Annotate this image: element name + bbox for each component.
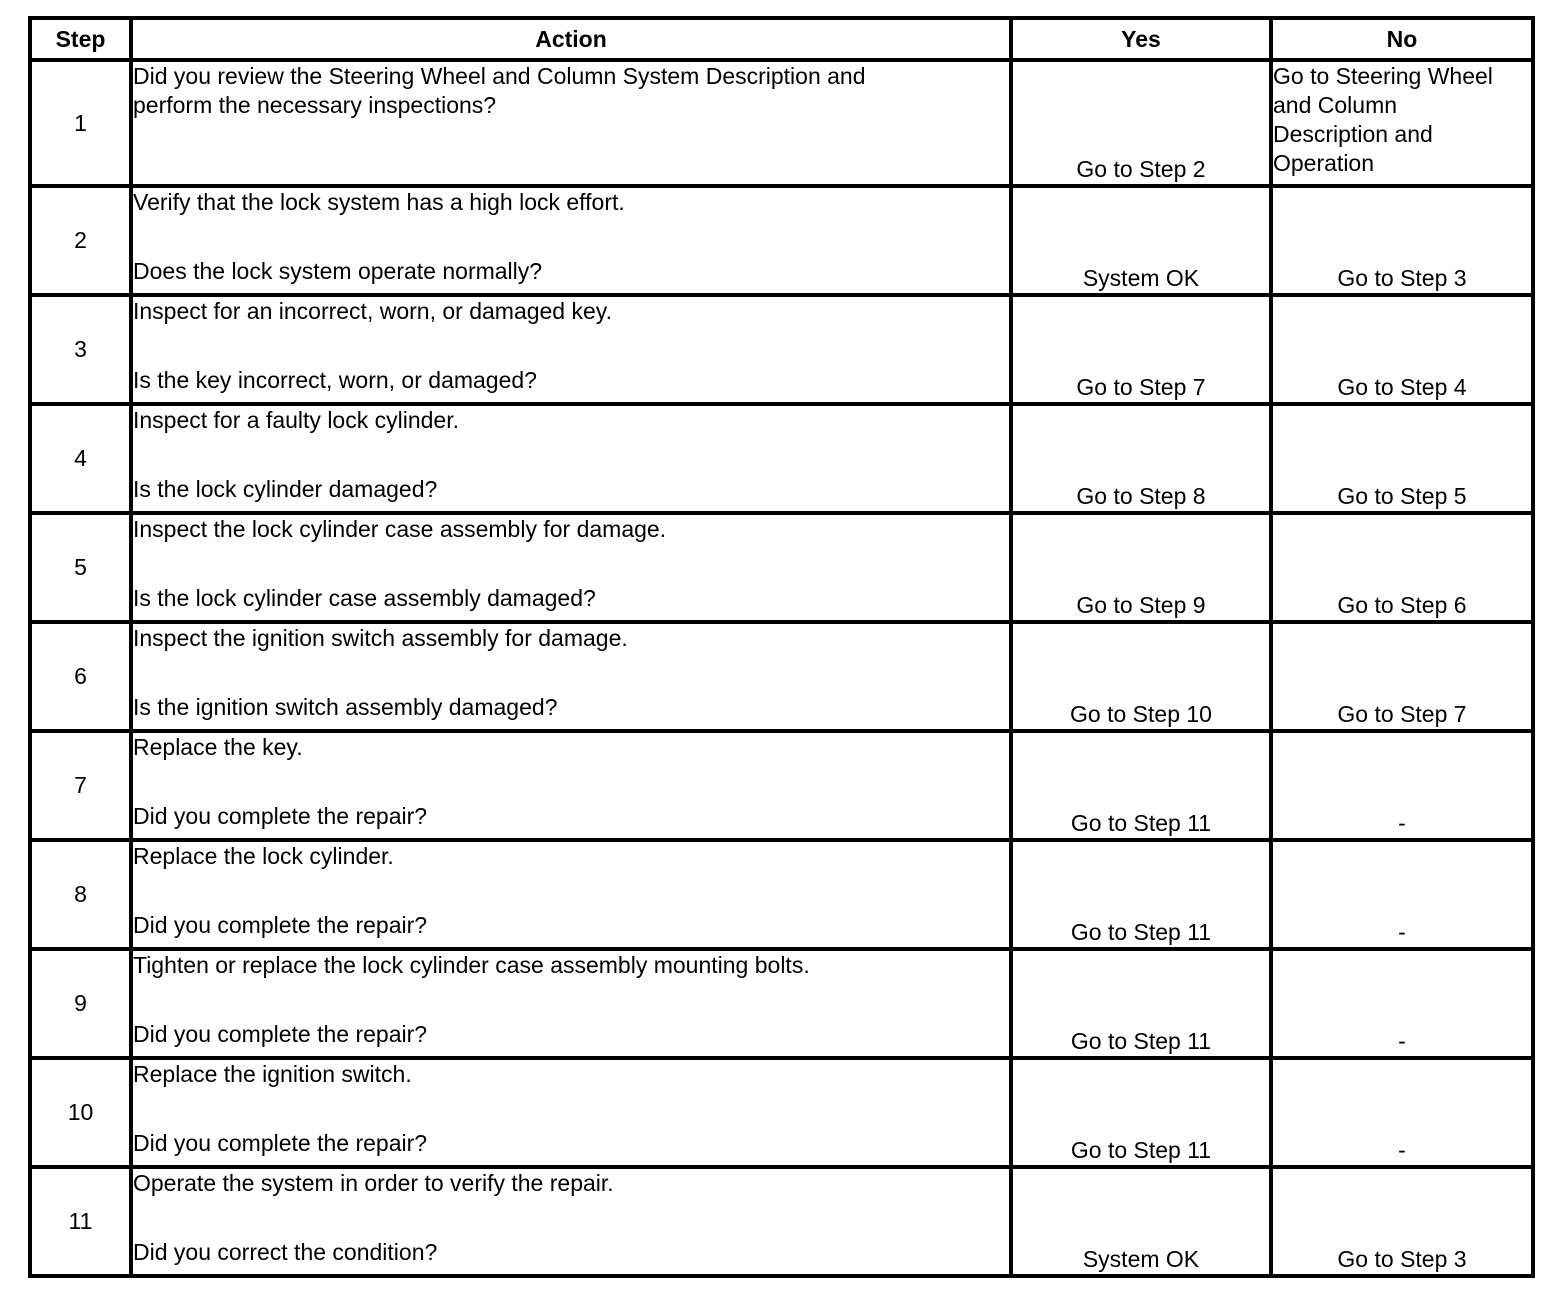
action-question: Did you complete the repair?	[133, 1021, 428, 1047]
diagnostic-table	[28, 16, 1535, 1278]
action-cell	[131, 186, 1011, 295]
header-step: Step	[30, 18, 131, 60]
action-cell	[131, 840, 1011, 949]
table-row	[30, 1058, 1533, 1167]
step-number: 8	[30, 840, 131, 949]
no-result-line: and Column	[1273, 92, 1398, 118]
action-instruction: Operate the system in order to verify the repair.	[133, 1170, 614, 1196]
table-row	[30, 1167, 1533, 1276]
no-result: -	[1271, 731, 1533, 840]
action-instruction: Inspect for an incorrect, worn, or damaged key.	[133, 298, 612, 324]
header-no: No	[1271, 18, 1533, 60]
yes-result: Go to Step 11	[1011, 840, 1271, 949]
header-yes: Yes	[1011, 18, 1271, 60]
action-cell	[131, 513, 1011, 622]
action-cell	[131, 1058, 1011, 1167]
step-number: 10	[30, 1058, 131, 1167]
action-instruction: Tighten or replace the lock cylinder case assembly mounting bolts.	[133, 952, 810, 978]
no-result	[1271, 60, 1533, 186]
no-result: Go to Step 3	[1271, 186, 1533, 295]
table-row	[30, 513, 1533, 622]
yes-result: Go to Step 11	[1011, 949, 1271, 1058]
action-text: Did you review the Steering Wheel and Column System Description and	[133, 63, 866, 89]
table-row	[30, 949, 1533, 1058]
no-result: Go to Step 7	[1271, 622, 1533, 731]
yes-result: Go to Step 2	[1011, 60, 1271, 186]
table-row	[30, 731, 1533, 840]
step-number: 3	[30, 295, 131, 404]
action-question: Does the lock system operate normally?	[133, 258, 543, 284]
yes-result: Go to Step 10	[1011, 622, 1271, 731]
action-question: Is the key incorrect, worn, or damaged?	[133, 367, 537, 393]
action-instruction: Inspect the lock cylinder case assembly for damage.	[133, 516, 667, 542]
no-result: -	[1271, 840, 1533, 949]
step-number: 1	[30, 60, 131, 186]
action-question: Is the lock cylinder case assembly damaged?	[133, 585, 596, 611]
action-instruction: Inspect the ignition switch assembly for damage.	[133, 625, 628, 651]
action-question: Did you complete the repair?	[133, 912, 428, 938]
step-number: 7	[30, 731, 131, 840]
yes-result: System OK	[1011, 1167, 1271, 1276]
action-instruction: Inspect for a faulty lock cylinder.	[133, 407, 459, 433]
step-number: 11	[30, 1167, 131, 1276]
table-row	[30, 622, 1533, 731]
no-result-line: Description and	[1273, 121, 1433, 147]
yes-result: System OK	[1011, 186, 1271, 295]
action-cell	[131, 1167, 1011, 1276]
header-row	[30, 18, 1533, 60]
action-cell	[131, 404, 1011, 513]
action-text: perform the necessary inspections?	[133, 92, 497, 118]
action-cell	[131, 295, 1011, 404]
no-result-line: Go to Steering Wheel	[1273, 63, 1493, 89]
table-row	[30, 60, 1533, 186]
action-question: Is the lock cylinder damaged?	[133, 476, 438, 502]
step-number: 6	[30, 622, 131, 731]
yes-result: Go to Step 9	[1011, 513, 1271, 622]
yes-result: Go to Step 8	[1011, 404, 1271, 513]
yes-result: Go to Step 7	[1011, 295, 1271, 404]
no-result: Go to Step 5	[1271, 404, 1533, 513]
action-instruction: Verify that the lock system has a high lock effort.	[133, 189, 625, 215]
action-instruction: Replace the key.	[133, 734, 303, 760]
no-result-line: Operation	[1273, 150, 1375, 176]
step-number: 2	[30, 186, 131, 295]
action-question: Is the ignition switch assembly damaged?	[133, 694, 558, 720]
no-result: Go to Step 6	[1271, 513, 1533, 622]
table-row	[30, 840, 1533, 949]
action-cell	[131, 949, 1011, 1058]
action-question: Did you correct the condition?	[133, 1239, 438, 1265]
action-instruction: Replace the lock cylinder.	[133, 843, 394, 869]
step-number: 5	[30, 513, 131, 622]
action-instruction: Replace the ignition switch.	[133, 1061, 412, 1087]
action-cell	[131, 731, 1011, 840]
table-row	[30, 186, 1533, 295]
no-result: -	[1271, 949, 1533, 1058]
action-question: Did you complete the repair?	[133, 1130, 428, 1156]
table-row	[30, 295, 1533, 404]
step-number: 4	[30, 404, 131, 513]
header-action: Action	[131, 18, 1011, 60]
yes-result: Go to Step 11	[1011, 731, 1271, 840]
table-row	[30, 404, 1533, 513]
action-question: Did you complete the repair?	[133, 803, 428, 829]
no-result: Go to Step 4	[1271, 295, 1533, 404]
action-cell	[131, 622, 1011, 731]
action-cell	[131, 60, 1011, 186]
step-number: 9	[30, 949, 131, 1058]
no-result: -	[1271, 1058, 1533, 1167]
yes-result: Go to Step 11	[1011, 1058, 1271, 1167]
no-result: Go to Step 3	[1271, 1167, 1533, 1276]
